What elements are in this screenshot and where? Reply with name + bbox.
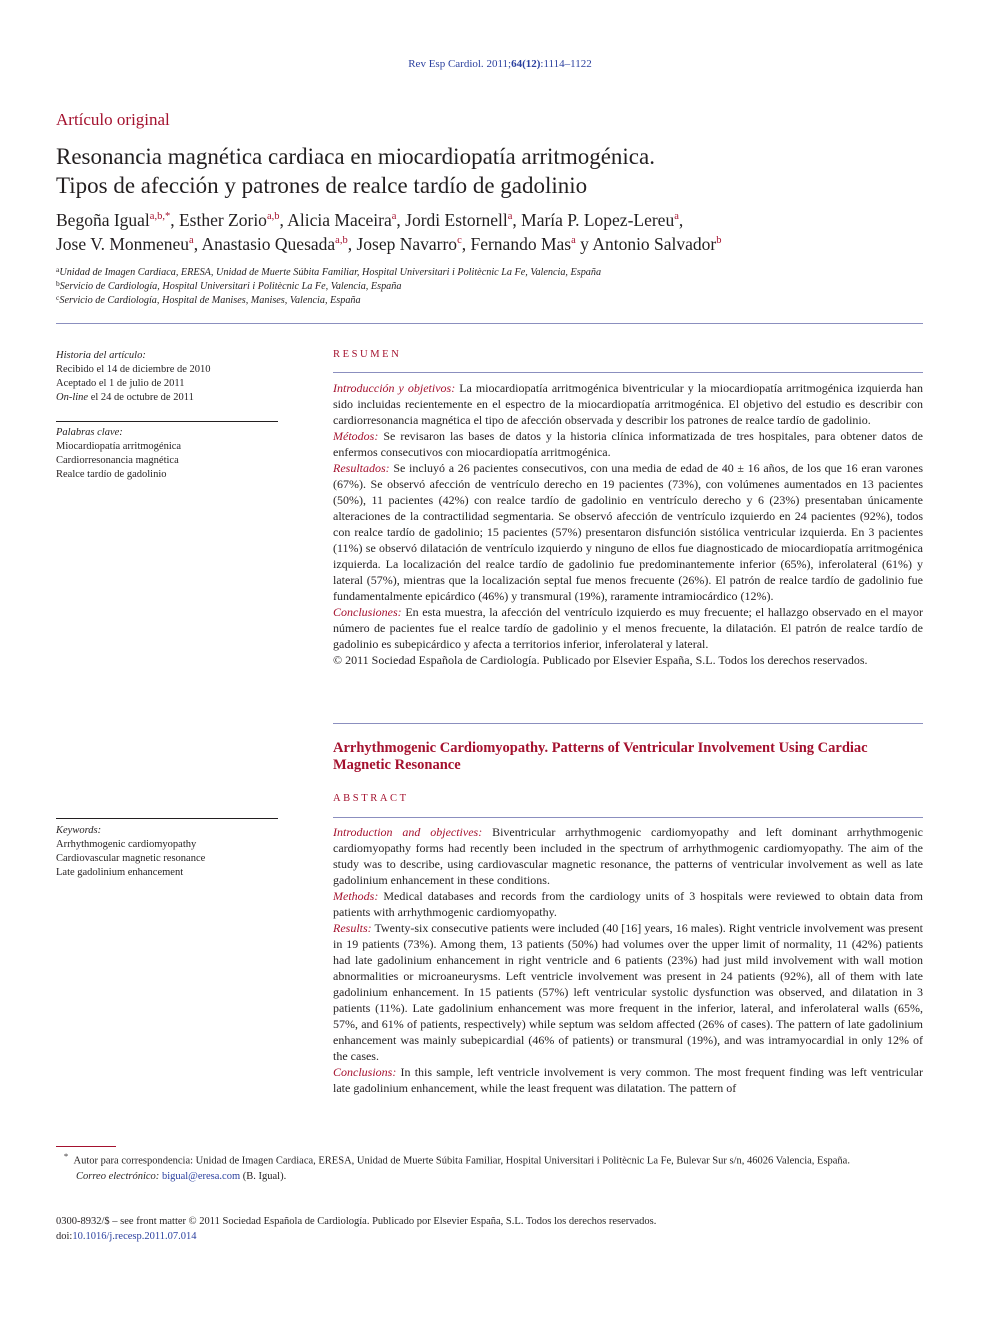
footnote-address: * Autor para correspondencia: Unidad de Imagen Cardiaca, ERESA, Unidad de Muerte Súbita Familiar, Hospital Universitari i Politècnic La Fe, Bulevar Sur s/n, 46026 Valencia, España. (63, 1151, 850, 1167)
abstract-divider (333, 817, 923, 818)
author-list: Begoña Igual$^{a,b,*}$, Esther Zorio$^{a,b}$, Alicia Maceira$^a$, Jordi Estornell$^a$, María P. Lopez-Lereu$^a$, Jose V. Monmeneu$^a$, Anastasio Quesada$^{a,b}$, Josep Navarro$^c$, Fernando Mas$^a$ y Antonio Salvador$^b$ (56, 210, 722, 254)
keywords-es-label: Palabras clave: (56, 427, 123, 438)
keyword: Cardiovascular magnetic resonance (56, 853, 206, 864)
affiliation: $^b$Servicio de Cardiología, Hospital Universitari i Politècnic La Fe, Valencia, España (56, 279, 402, 292)
affiliations (56, 266, 936, 308)
footnote-email-line: Correo electrónico: bigual@eresa.com (B. Igual). (76, 1170, 287, 1182)
resumen-body (333, 380, 923, 668)
author[interactable]: Begoña Igual$^{a,b,*}$ (56, 210, 171, 230)
header-divider (56, 323, 923, 324)
abstract-methods: Methods: Medical databases and records from the cardiology units of 3 hospitals were reviewed to obtain data from patients with arrhythmogenic cardiomyopathy. (333, 889, 923, 919)
accepted-date: Aceptado el 1 de julio de 2011 (56, 378, 185, 389)
author[interactable]: Antonio Salvador$^b$ (592, 234, 722, 254)
affiliation: $^a$Unidad de Imagen Cardiaca, ERESA, Unidad de Muerte Súbita Familiar, Hospital Universitari i Politècnic La Fe, Valencia, España (56, 265, 602, 278)
email-link[interactable]: bigual@eresa.com (161, 1170, 241, 1182)
resumen-end-divider (333, 723, 923, 724)
resumen-intro: Introducción y objetivos: La miocardiopatía arritmogénica biventricular y la miocardiopatía arritmogénica izquierda han sido incluidas recientemente en el espectro de la miocardiopatía arritmogénica. El objetivo del estudio es describir con cardiorresonancia magnética el tipo de afección observada y describir los patrones de realce tardío de gadolinio. (333, 381, 923, 427)
abstract-conclusions: Conclusions: In this sample, left ventricle involvement is very common. The most frequent finding was left ventricular late gadolinium enhancement, while the least frequent was dilatation. The pattern of (333, 1065, 923, 1095)
resumen-divider (333, 372, 923, 373)
author[interactable]: Esther Zorio$^{a,b}$ (178, 210, 280, 230)
abstract-body (333, 824, 923, 1096)
sidebar-divider (56, 818, 278, 819)
journal-reference[interactable] (0, 58, 992, 70)
history-label: Historia del artículo: (56, 350, 146, 361)
article-history (56, 349, 278, 405)
keyword: Late gadolinium enhancement (56, 867, 184, 878)
affiliation: $^c$Servicio de Cardiología, Hospital de Manises, Manises, Valencia, España (56, 293, 361, 306)
issn-line: 0300-8932/$ – see front matter © 2011 Sociedad Española de Cardiología. Publicado por Elsevier España, S.L. Todos los derechos reservados. (56, 1216, 657, 1227)
journal-name: Rev Esp Cardiol. (408, 58, 484, 70)
keyword: Cardiorresonancia magnética (56, 455, 179, 466)
doi-line: doi:10.1016/j.recesp.2011.07.014 (56, 1231, 197, 1242)
abstract-intro: Introduction and objectives: Biventricular arrhythmogenic cardiomyopathy and left dominant arrhythmogenic cardiomyopathy forms had recently been included in the spectrum of arrhythmogenic cardiomyopathy. The aim of the study was to describe, using cardiovascular magnetic resonance, the patterns of ventricular involvement as well as late gadolinium enhancement in these conditions. (333, 825, 923, 887)
section-label: Artículo original (56, 110, 170, 129)
journal-volume: 64(12) (511, 58, 541, 70)
corresponding-author-footnote (56, 1149, 924, 1184)
resumen-conclusions: Conclusiones: En esta muestra, la afección del ventrículo izquierdo es muy frecuente; el hallazgo observado en el mayor número de pacientes fue el realce tardío de gadolinio y el menos frecuente, la dilatación. El patrón de realce tardío de gadolinio es subepicárdico y afecta a territorios inferior, inferolateral y lateral. (333, 605, 923, 651)
author[interactable]: Jordi Estornell$^a$ (405, 210, 513, 230)
author[interactable]: Jose V. Monmeneu$^a$ (56, 234, 194, 254)
abstract-results: Results: Twenty-six consecutive patients were included (40 [16] years, 16 males). Right ventricle involvement was present in 19 patients (73%). Among them, 13 patients (50%) had volumes over the upper limit of normality, 11 (42%) patients had late gadolinium enhancement in right ventricle and 6 patients (23%) had just mild involvement with wall motion abnormalities or microaneurysms. Left ventricle involvement was present in 24 patients (92%), all of them with late gadolinium enhancement. In 15 patients (57%) left ventricular systolic dysfunction was observed, and dilatation in 3 patients (11%). Late gadolinium enhancement was more frequent in the inferior, lateral, and inferolateral walls (65%, 57%, and 61% of patients, respectively) while septum was seldom affected (26% of cases). The pattern of late gadolinium enhancement was mainly subepicardial (46% of patients) or transmural (19%), and was intramyocardial in only 12% of the cases. (333, 921, 923, 1063)
keyword: Miocardiopatía arritmogénica (56, 441, 182, 452)
doi-link[interactable]: 10.1016/j.recesp.2011.07.014 (72, 1231, 197, 1242)
online-date: On-line el 24 de octubre de 2011 (56, 392, 194, 403)
keyword: Realce tardío de gadolinio (56, 469, 167, 480)
keywords-en-label: Keywords: (56, 825, 102, 836)
page-footer (56, 1214, 924, 1244)
author[interactable]: María P. Lopez-Lereu$^a$ (521, 210, 679, 230)
author[interactable]: Alicia Maceira$^a$ (287, 210, 397, 230)
received-date: Recibido el 14 de diciembre de 2010 (56, 364, 211, 375)
resumen-copyright: © 2011 Sociedad Española de Cardiología. Publicado por Elsevier España, S.L. Todos los derechos reservados. (333, 653, 868, 667)
resumen-heading: RESUMEN (333, 349, 402, 360)
keywords-es (56, 426, 278, 482)
author[interactable]: Josep Navarro$^c$ (356, 234, 462, 254)
title-line-2: Tipos de afección y patrones de realce tardío de gadolinio (56, 173, 588, 198)
keyword: Arrhythmogenic cardiomyopathy (56, 839, 197, 850)
author[interactable]: Anastasio Quesada$^{a,b}$ (201, 234, 348, 254)
resumen-results: Resultados: Se incluyó a 26 pacientes consecutivos, con una media de edad de 40 ± 16 años, de los que 16 eran varones (67%). Se observó afección de ventrículo derecho en 19 pacientes (73%), con volúmenes aumentados en 13 pacientes (50%), 11 pacientes (42%) con realce tardío de gadolinio en ventrículo derecho y 6 (23%) presentaban únicamente alteraciones de la contractilidad segmentaria. Se observó afección de ventrículo izquierdo en 24 pacientes (92%), todos con realce tardío de gadolinio; 15 pacientes (57%) presentaron disfunción sistólica ventricular izquierda. En 3 pacientes (11%) se observó dilatación de ventrículo izquierdo y ninguno de ellos fue diagnosticado de miocardiopatía arritmogénica izquierda. La localización del realce tardío de gadolinio fue predominantemente inferior (65%), inferolateral (61%) y lateral (57%), mientras que la localización septal fue menos frecuente (26%). El patrón de realce tardío de gadolinio fue fundamentalmente epicárdico (46%) y transmural (19%), raramente intramiocárdico (12%). (333, 461, 924, 603)
english-title: Arrhythmogenic Cardiomyopathy. Patterns of Ventricular Involvement Using Cardiac Magnetic Resonance (333, 740, 868, 773)
sidebar-divider (56, 421, 278, 422)
resumen-methods: Métodos: Se revisaron las bases de datos y la historia clínica informatizada de tres hospitales, para obtener datos de enfermos consecutivos con miocardiopatía arritmogénica. (333, 429, 924, 459)
abstract-heading: ABSTRACT (333, 793, 409, 804)
author[interactable]: Fernando Mas$^a$ (470, 234, 576, 254)
journal-year: 2011; (486, 58, 512, 70)
keywords-en (56, 824, 278, 880)
article-title (56, 142, 936, 200)
footnote-rule (56, 1146, 116, 1147)
journal-pages: :1114–1122 (540, 58, 592, 70)
title-line-1: Resonancia magnética cardiaca en miocardiopatía arritmogénica. (56, 144, 655, 169)
